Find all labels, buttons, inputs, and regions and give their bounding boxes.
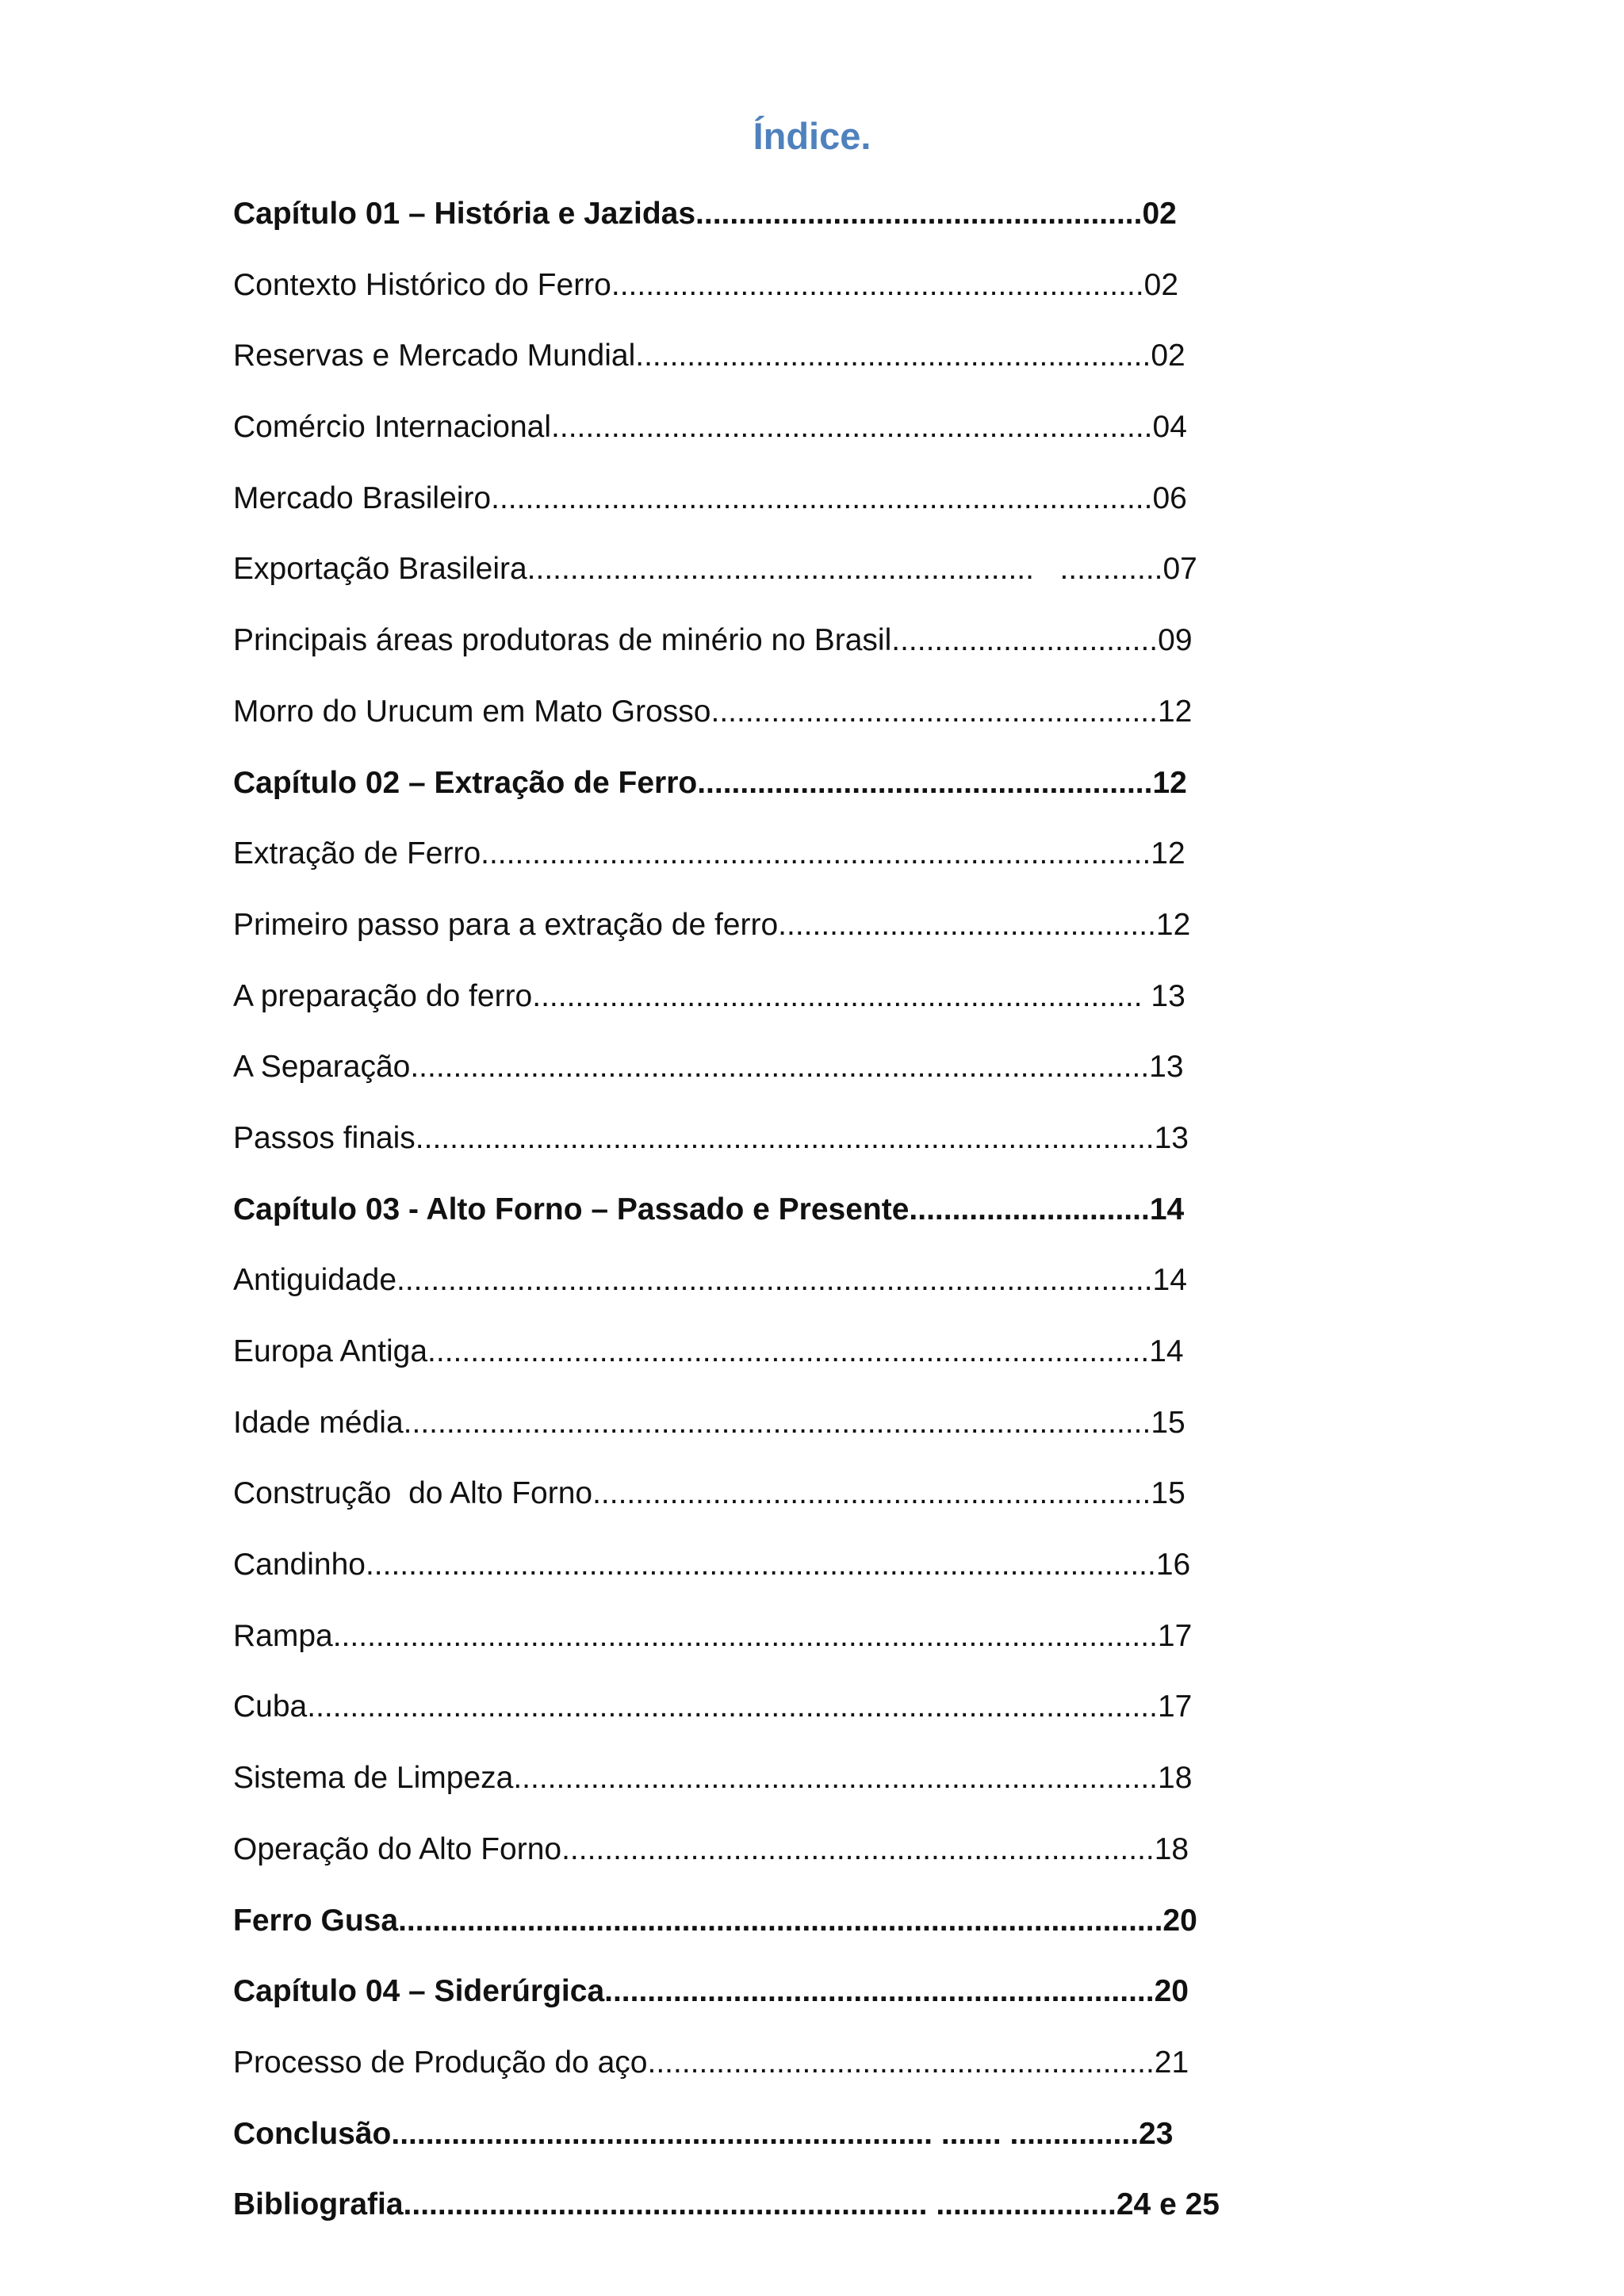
toc-item: A Separação......................................................................................13	[233, 1050, 1184, 1085]
toc-item: Processo de Produção do aço...........................................................21	[233, 2045, 1189, 2080]
toc-item: Reservas e Mercado Mundial............................................................02	[233, 339, 1185, 373]
toc-heading: Capítulo 03 - Alto Forno – Passado e Presente............................14	[233, 1192, 1185, 1226]
page-title: Índice.	[753, 115, 871, 157]
toc-item: Exportação Brasileira........................................................... ............07	[233, 552, 1197, 587]
toc-item: Principais áreas produtoras de minério no Brasil...............................09	[233, 623, 1193, 658]
toc-heading: Bibliografia............................................................. .....................24 e 25	[233, 2187, 1220, 2222]
toc-heading: Capítulo 01 – História e Jazidas....................................................02	[233, 197, 1177, 231]
toc-item: Sistema de Limpeza...........................................................................18	[233, 1761, 1193, 1796]
toc-item: Extração de Ferro..............................................................................12	[233, 836, 1185, 871]
toc-item: Morro do Urucum em Mato Grosso....................................................12	[233, 694, 1193, 729]
toc-item: Passos finais......................................................................................13	[233, 1120, 1189, 1155]
toc-item: A preparação do ferro....................................................................... 13	[233, 978, 1185, 1013]
toc-item: Comércio Internacional......................................................................04	[233, 410, 1187, 445]
toc-item: Idade média.......................................................................................15	[233, 1405, 1185, 1440]
table-of-contents	[233, 190, 1327, 2252]
toc-item: Europa Antiga....................................................................................14	[233, 1334, 1184, 1368]
toc-item: Operação do Alto Forno.....................................................................18	[233, 1831, 1189, 1866]
toc-item: Contexto Histórico do Ferro..............................................................02	[233, 267, 1179, 302]
toc-item: Rampa................................................................................................17	[233, 1618, 1193, 1653]
toc-item: Primeiro passo para a extração de ferro............................................12	[233, 907, 1191, 942]
toc-item: Candinho............................................................................................16	[233, 1548, 1191, 1582]
toc-heading: Capítulo 04 – Siderúrgica................................................................20	[233, 1974, 1189, 2009]
toc-item: Construção do Alto Forno.................................................................15	[233, 1476, 1185, 1511]
toc-heading: Capítulo 02 – Extração de Ferro.....................................................12	[233, 765, 1187, 800]
toc-heading: Conclusão............................................................... ....... ...............23	[233, 2116, 1174, 2151]
toc-item: Mercado Brasileiro.............................................................................06	[233, 480, 1187, 515]
toc-heading: Ferro Gusa.........................................................................................20	[233, 1903, 1197, 1938]
toc-item: Antiguidade........................................................................................14	[233, 1263, 1187, 1298]
toc-item: Cuba...................................................................................................17	[233, 1689, 1193, 1724]
